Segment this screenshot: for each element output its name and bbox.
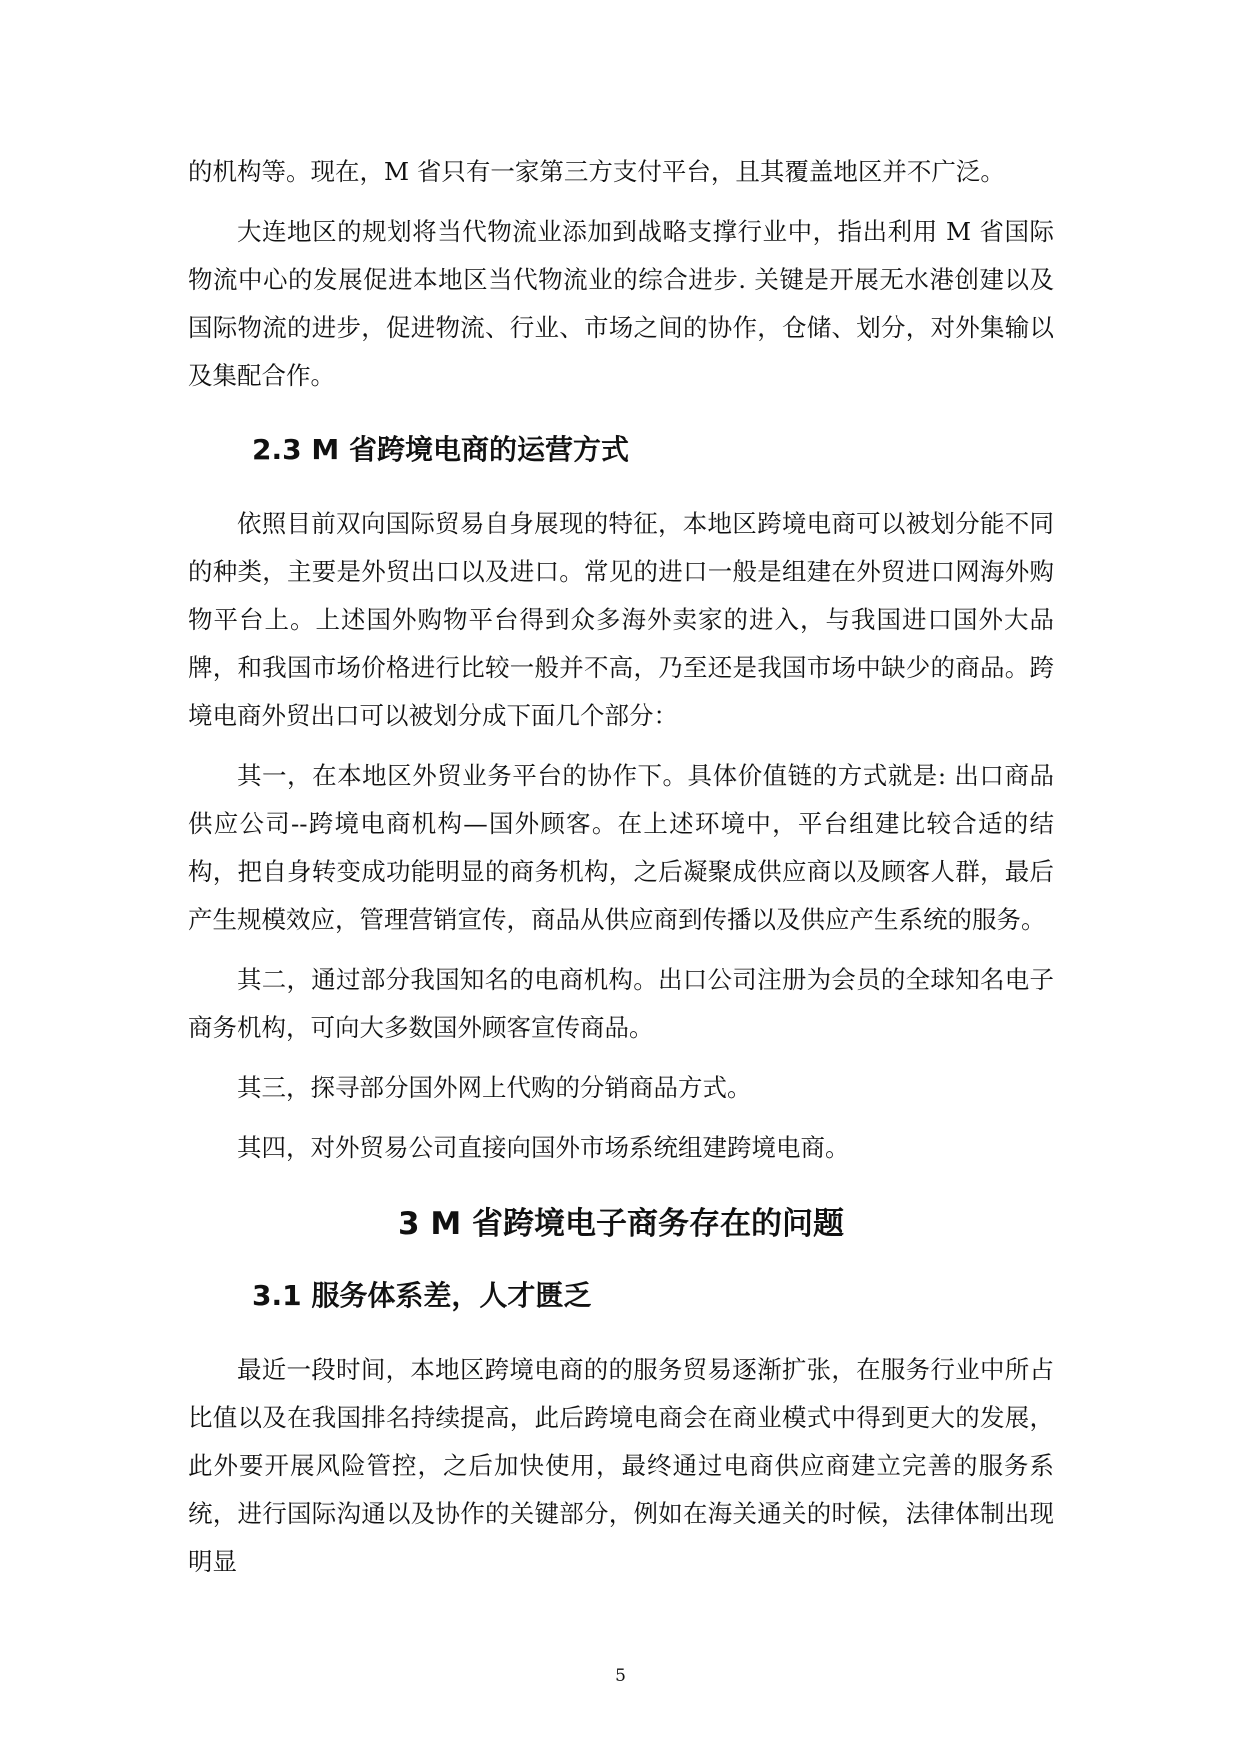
page-number: 5	[615, 1666, 626, 1686]
page-content	[188, 148, 1054, 1598]
paragraph-service-system: 最近一段时间，本地区跨境电商的的服务贸易逐渐扩张，在服务行业中所占比值以及在我国排名持续提高，此后跨境电商会在商业模式中得到更大的发展，此外要开展风险管控，之后加快使用，最终通过电商供应商建立完善的服务系统，进行国际沟通以及协作的关键部分，例如在海关通关的时候，法律体制出现明显	[188, 1355, 1054, 1576]
paragraph-intro-continuation: 的机构等。现在，M 省只有一家第三方支付平台，且其覆盖地区并不广泛。	[188, 157, 1005, 186]
section-heading-3-1: 3.1 服务体系差，人才匮乏	[252, 1279, 592, 1312]
paragraph-dalian-logistics: 大连地区的规划将当代物流业添加到战略支撑行业中，指出利用 M 省国际物流中心的发展促进本地区当代物流业的综合进步. 关键是开展无水港创建以及国际物流的进步，促进物流、行业、市场之间的协作，仓储、划分，对外集输以及集配合作。	[188, 217, 1054, 390]
chapter-heading-3: 3 M 省跨境电子商务存在的问题	[397, 1206, 844, 1242]
paragraph-mode-one: 其一，在本地区外贸业务平台的协作下。具体价值链的方式就是: 出口商品供应公司--跨境电商机构—国外顾客。在上述环境中，平台组建比较合适的结构，把自身转变成功能明显的商务机构，之后凝聚成供应商以及顾客人群，最后产生规模效应，管理营销宣传，商品从供应商到传播以及供应产生系统的服务。	[188, 761, 1054, 934]
paragraph-mode-four: 其四，对外贸易公司直接向国外市场系统组建跨境电商。	[237, 1133, 850, 1162]
paragraph-mode-two: 其二，通过部分我国知名的电商机构。出口公司注册为会员的全球知名电子商务机构，可向大多数国外顾客宣传商品。	[188, 965, 1054, 1042]
paragraph-mode-three: 其三，探寻部分国外网上代购的分销商品方式。	[237, 1073, 752, 1102]
paragraph-operation-modes: 依照目前双向国际贸易自身展现的特征，本地区跨境电商可以被划分能不同的种类，主要是外贸出口以及进口。常见的进口一般是组建在外贸进口网海外购物平台上。上述国外购物平台得到众多海外卖家的进入，与我国进口国外大品牌，和我国市场价格进行比较一般并不高，乃至还是我国市场中缺少的商品。跨境电商外贸出口可以被划分成下面几个部分：	[188, 509, 1054, 730]
section-heading-2-3: 2.3 M 省跨境电商的运营方式	[252, 433, 629, 466]
